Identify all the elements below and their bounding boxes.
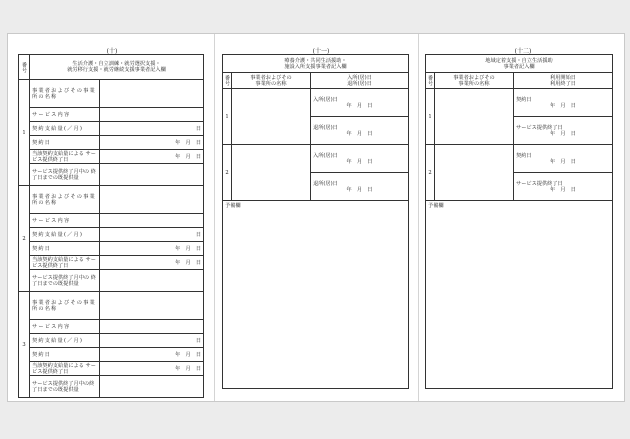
date-value: 年 月 日	[346, 130, 373, 137]
date-field[interactable]	[311, 173, 409, 201]
date-label: 退所(居)日	[313, 180, 338, 187]
row-label: サービス提供終了月中の 終了日までの既提供量	[30, 164, 100, 186]
row-label: 契約支給量(／月)	[30, 122, 100, 136]
row-label: 契約支給量(／月)	[30, 228, 100, 242]
name-column-header	[232, 73, 311, 89]
number-header: 番号	[19, 55, 30, 80]
date-value: 年 月 日	[346, 102, 373, 109]
entry-field[interactable]: 日	[100, 334, 204, 348]
entry-number: 1	[223, 89, 232, 145]
entry-field[interactable]	[100, 292, 204, 320]
date-value: 年 月 日	[346, 158, 373, 165]
row-label: 当該契約支給量による サービス提供終了日	[30, 362, 100, 376]
header-line: 事業者およびその	[250, 74, 292, 81]
date-field[interactable]	[514, 89, 613, 117]
row-label: 当該契約支給量による サービス提供終了日	[30, 150, 100, 164]
fold-line	[418, 34, 419, 401]
title-line: 生活介護・自立訓練・就労選択支援・	[72, 61, 161, 67]
date-label: 契約日	[516, 96, 532, 103]
entry-number: 1	[19, 80, 30, 186]
entry-field[interactable]: 年 月 日	[100, 362, 204, 376]
row-label: 契約日	[30, 242, 100, 256]
entry-number: 2	[426, 145, 435, 201]
entry-field[interactable]: 年 月 日	[100, 256, 204, 270]
entry-field[interactable]: 日	[100, 122, 204, 136]
entry-field[interactable]	[100, 186, 204, 214]
entry-number: 3	[19, 292, 30, 398]
page-number-11: (十一)	[312, 48, 330, 55]
date-column-header	[311, 73, 409, 89]
row-label: 契約日	[30, 348, 100, 362]
section-title	[30, 55, 204, 80]
row-label: 契約支給量(／月)	[30, 334, 100, 348]
entry-field[interactable]	[232, 89, 311, 145]
name-column-header	[435, 73, 514, 89]
entry-field[interactable]	[100, 108, 204, 122]
remarks-label: 予備欄	[428, 203, 444, 209]
header-line: 利用終了日	[550, 80, 576, 87]
date-value: 年 月 日	[550, 186, 576, 193]
entry-number: 2	[223, 145, 232, 201]
form-table-p12	[425, 54, 613, 389]
entry-field[interactable]: 年 月 日	[100, 136, 204, 150]
number-header: 番号	[426, 73, 435, 89]
title-line: 事業者記入欄	[503, 63, 535, 70]
date-label: 契約日	[516, 152, 532, 159]
row-label: サービス内容	[30, 108, 100, 122]
entry-field[interactable]	[100, 214, 204, 228]
entry-field[interactable]: 年 月 日	[100, 348, 204, 362]
number-header: 番号	[223, 73, 232, 89]
entry-field[interactable]	[100, 270, 204, 292]
date-value: 年 月 日	[550, 130, 576, 137]
date-field[interactable]	[514, 117, 613, 145]
date-value: 年 月 日	[550, 102, 576, 109]
row-label: 事業者およびその事業所の名称	[30, 186, 100, 214]
row-label: 当該契約支給量による サービス提供終了日	[30, 256, 100, 270]
title-line: 地域定着支援・自立生活援助	[485, 57, 553, 64]
row-label: サービス提供終了月中の終了日までの既提供量	[30, 376, 100, 398]
entry-field[interactable]: 年 月 日	[100, 150, 204, 164]
entry-field[interactable]	[435, 89, 514, 145]
row-label: 事業者およびその事業所の名称	[30, 292, 100, 320]
entry-field[interactable]	[100, 320, 204, 334]
entry-field[interactable]	[232, 145, 311, 201]
date-column-header	[514, 73, 613, 89]
date-label: サービス提供終了日	[516, 180, 563, 187]
title-line: 施設入所支援事業者記入欄	[284, 63, 347, 70]
form-table-p10	[18, 54, 204, 398]
date-label: 入所(居)日	[313, 96, 338, 103]
entry-field[interactable]	[100, 376, 204, 398]
entry-field[interactable]	[100, 80, 204, 108]
row-label: サービス内容	[30, 320, 100, 334]
row-label: サービス提供終了月中の 終了日までの既提供量	[30, 270, 100, 292]
title-line: 就労移行支援・就労継続支援事業者記入欄	[67, 67, 166, 73]
entry-field[interactable]: 年 月 日	[100, 242, 204, 256]
entry-field[interactable]: 日	[100, 228, 204, 242]
date-value: 年 月 日	[550, 158, 576, 165]
form-table-p11	[222, 54, 409, 389]
date-field[interactable]	[514, 173, 613, 201]
section-title	[426, 55, 613, 73]
row-label: 事業者およびその事業所の名称	[30, 80, 100, 108]
date-field[interactable]	[311, 117, 409, 145]
entry-field[interactable]	[435, 145, 514, 201]
header-line: 事業者およびその	[453, 74, 495, 81]
date-value: 年 月 日	[346, 186, 373, 193]
entry-field[interactable]	[100, 164, 204, 186]
remarks-field[interactable]	[223, 201, 409, 389]
title-line: 療養介護・共同生活援助・	[284, 57, 347, 64]
header-line: 事業所の名称	[458, 80, 490, 87]
date-label: 退所(居)日	[313, 124, 338, 131]
header-line: 退所(居)日	[347, 80, 372, 87]
entry-number: 1	[426, 89, 435, 145]
fold-line	[214, 34, 215, 401]
page-number-10: (十)	[106, 48, 118, 55]
form-sheet	[7, 33, 625, 402]
header-line: 利用開始日	[550, 74, 576, 81]
section-title	[223, 55, 409, 73]
header-line: 事業所の名称	[255, 80, 287, 87]
remarks-label: 予備欄	[225, 203, 241, 209]
row-label: 契約日	[30, 136, 100, 150]
header-line: 入所(居)日	[347, 74, 372, 81]
row-label: サービス内容	[30, 214, 100, 228]
entry-number: 2	[19, 186, 30, 292]
date-field[interactable]	[311, 145, 409, 173]
remarks-field[interactable]	[426, 201, 613, 389]
date-label: 入所(居)日	[313, 152, 338, 159]
date-label: サービス提供終了日	[516, 124, 563, 131]
date-field[interactable]	[514, 145, 613, 173]
date-field[interactable]	[311, 89, 409, 117]
page-number-12: (十二)	[514, 48, 532, 55]
